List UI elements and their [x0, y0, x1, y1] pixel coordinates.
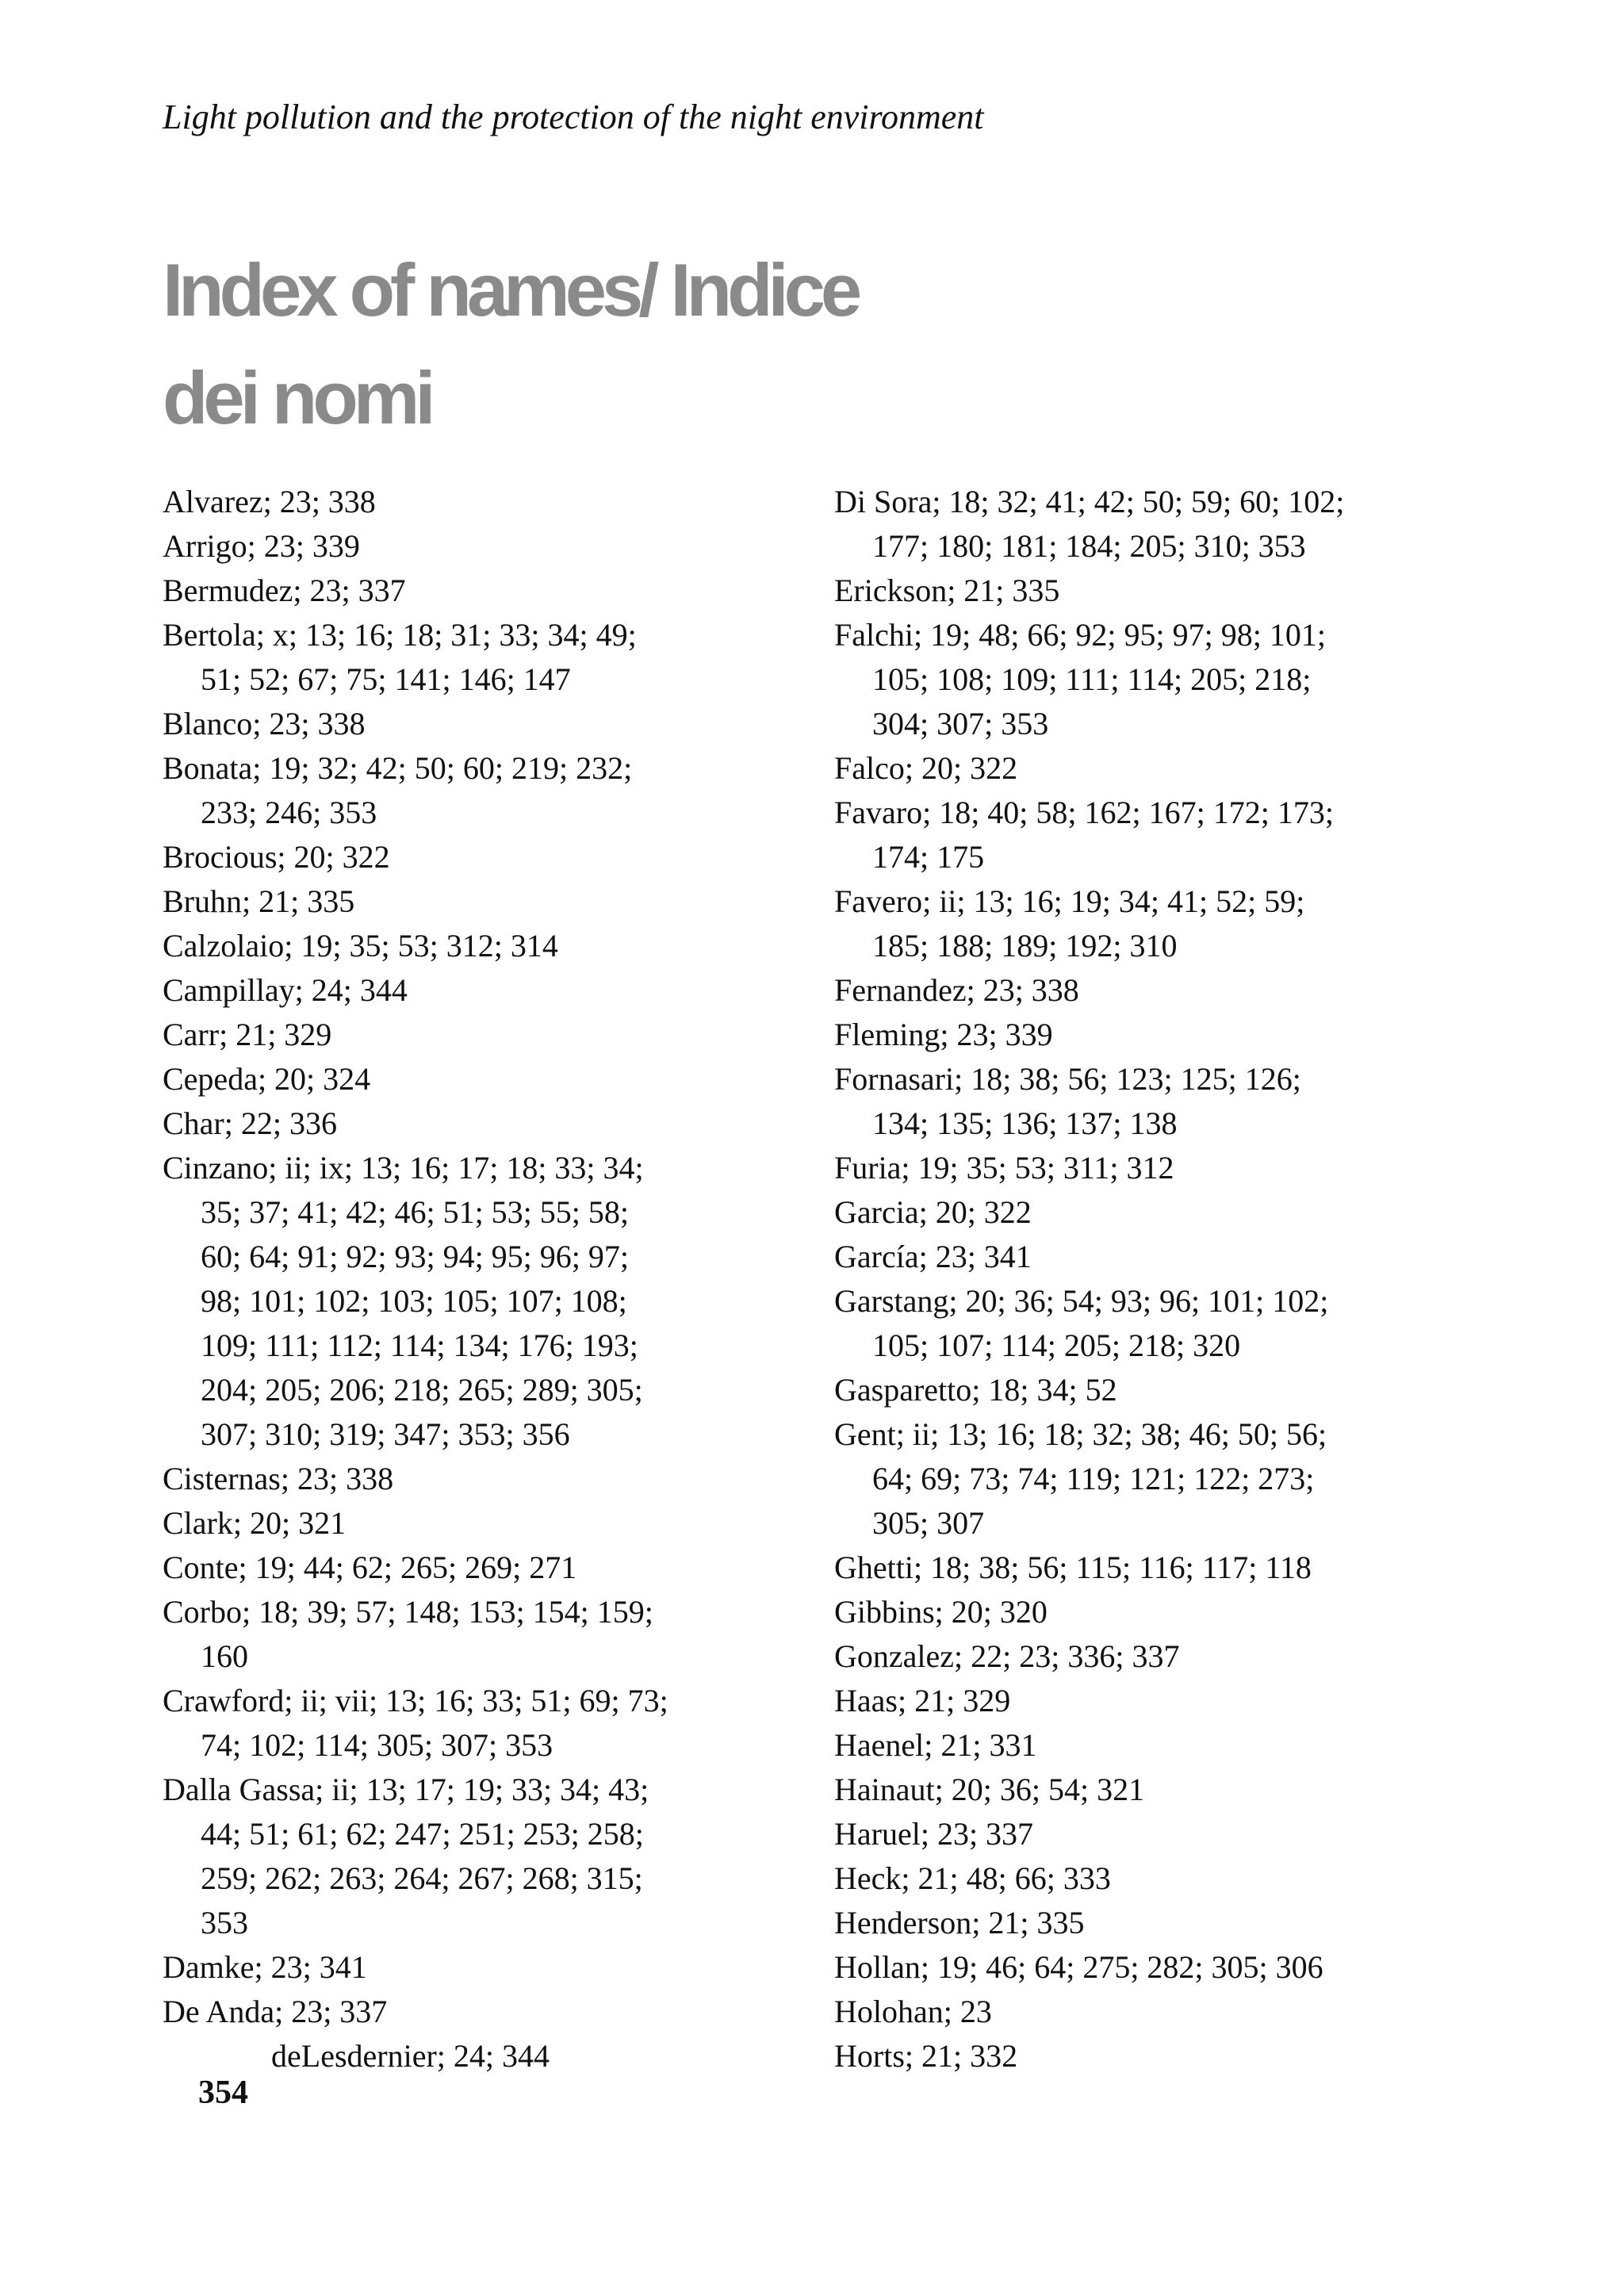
index-entry: [834, 1279, 1484, 1368]
index-entry-line: De Anda; 23; 337: [163, 1994, 388, 2029]
index-entry: [834, 1990, 1484, 2034]
index-entry-line: Gibbins; 20; 320: [834, 1594, 1048, 1630]
index-entry-line: Gasparetto; 18; 34; 52: [834, 1372, 1117, 1408]
index-entry: [163, 746, 813, 835]
index-entry-continuation: 174; 175: [872, 839, 985, 875]
index-entry-line: Garcia; 20; 322: [834, 1194, 1032, 1230]
index-entry-line: Calzolaio; 19; 35; 53; 312; 314: [163, 928, 558, 964]
page-number: 354: [198, 2075, 248, 2111]
index-entry-line: Crawford; ii; vii; 13; 16; 33; 51; 69; 73;: [163, 1683, 668, 1718]
index-entry-continuation: 177; 180; 181; 184; 205; 310; 353: [872, 528, 1306, 564]
index-entry: [834, 1901, 1484, 1945]
index-entry: [834, 1235, 1484, 1279]
index-entry-line: Cepeda; 20; 324: [163, 1061, 371, 1097]
index-entry: [163, 1457, 813, 1501]
index-entry-line: Hainaut; 20; 36; 54; 321: [834, 1772, 1145, 1807]
index-entry: [834, 1590, 1484, 1634]
index-entry-line: Bertola; x; 13; 16; 18; 31; 33; 34; 49;: [163, 617, 637, 653]
index-entry-line: Haenel; 21; 331: [834, 1727, 1037, 1763]
index-entry-continuation: 134; 135; 136; 137; 138: [872, 1105, 1178, 1141]
index-entry-line: Cisternas; 23; 338: [163, 1461, 394, 1496]
index-entry-continuation: 64; 69; 73; 74; 119; 121; 122; 273;: [872, 1461, 1315, 1496]
index-entry-line: Di Sora; 18; 32; 41; 42; 50; 59; 60; 102;: [834, 484, 1345, 519]
index-entry: [163, 569, 813, 613]
index-entry-line: Bonata; 19; 32; 42; 50; 60; 219; 232;: [163, 750, 633, 786]
index-entry: [834, 1634, 1484, 1679]
index-entry-line: Carr; 21; 329: [163, 1017, 332, 1052]
index-entry-line: Bermudez; 23; 337: [163, 573, 406, 608]
index-entry: [163, 1990, 813, 2034]
index-entry: [163, 1101, 813, 1146]
index-entry-line: Furia; 19; 35; 53; 311; 312: [834, 1150, 1174, 1186]
index-entry: [834, 1013, 1484, 1057]
index-entry-continuation: 98; 101; 102; 103; 105; 107; 108;: [201, 1283, 627, 1319]
index-title: [163, 236, 1273, 452]
index-entry: [834, 879, 1484, 968]
index-column-left: [163, 480, 813, 2078]
index-entry-line: Alvarez; 23; 338: [163, 484, 376, 519]
index-entry: [163, 480, 813, 524]
index-entry-line: Conte; 19; 44; 62; 265; 269; 271: [163, 1550, 577, 1585]
index-entry: [163, 702, 813, 746]
index-entry: [834, 569, 1484, 613]
index-entry-line: Gonzalez; 22; 23; 336; 337: [834, 1638, 1180, 1674]
index-entry-line: Favero; ii; 13; 16; 19; 34; 41; 52; 59;: [834, 883, 1305, 919]
index-entry: [163, 835, 813, 879]
index-entry: [163, 1945, 813, 1990]
index-entry-continuation: 105; 108; 109; 111; 114; 205; 218;: [872, 661, 1312, 697]
running-head: Light pollution and the protection of the night environment: [163, 98, 984, 136]
index-entry: [163, 2034, 813, 2078]
index-entry: [834, 791, 1484, 879]
index-entry: [834, 1768, 1484, 1812]
index-entry-continuation: 305; 307: [872, 1505, 985, 1541]
index-entry: [834, 1812, 1484, 1856]
index-entry-line: Hollan; 19; 46; 64; 275; 282; 305; 306: [834, 1949, 1323, 1985]
index-entry: [834, 1412, 1484, 1546]
index-entry: [834, 480, 1484, 569]
index-entry-line: Char; 22; 336: [163, 1105, 337, 1141]
index-entry: [834, 1679, 1484, 1723]
index-entry-line: Erickson; 21; 335: [834, 573, 1060, 608]
index-entry: [163, 1679, 813, 1768]
index-entry-continuation: 60; 64; 91; 92; 93; 94; 95; 96; 97;: [201, 1239, 630, 1274]
index-entry-continuation: 304; 307; 353: [872, 706, 1049, 741]
index-entry: [163, 613, 813, 702]
index-entry-continuation: 44; 51; 61; 62; 247; 251; 253; 258;: [201, 1816, 644, 1852]
index-entry: [163, 1057, 813, 1101]
index-entry: [834, 1368, 1484, 1412]
index-entry: [834, 1546, 1484, 1590]
index-entry-continuation: 259; 262; 263; 264; 267; 268; 315;: [201, 1860, 643, 1896]
index-entry-continuation: 233; 246; 353: [201, 795, 377, 830]
index-entry-continuation: 35; 37; 41; 42; 46; 51; 53; 55; 58;: [201, 1194, 630, 1230]
index-entry-line: Damke; 23; 341: [163, 1949, 367, 1985]
index-entry-line: Brocious; 20; 322: [163, 839, 390, 875]
index-entry: [163, 968, 813, 1013]
index-entry-continuation: 307; 310; 319; 347; 353; 356: [201, 1416, 570, 1452]
index-entry-line: Fernandez; 23; 338: [834, 972, 1079, 1008]
index-entry-line: García; 23; 341: [834, 1239, 1032, 1274]
index-entry-continuation: 353: [201, 1905, 248, 1940]
index-entry-line: Blanco; 23; 338: [163, 706, 366, 741]
index-entry-continuation: 105; 107; 114; 205; 218; 320: [872, 1327, 1241, 1363]
index-entry-line: Holohan; 23: [834, 1994, 992, 2029]
index-entry: [834, 1945, 1484, 1990]
index-entry-continuation: 185; 188; 189; 192; 310: [872, 928, 1178, 964]
index-entry: [834, 746, 1484, 791]
index-entry: [834, 968, 1484, 1013]
index-entry: [163, 879, 813, 924]
index-entry-continuation: 51; 52; 67; 75; 141; 146; 147: [201, 661, 571, 697]
index-entry: [163, 524, 813, 569]
index-entry-continuation: 160: [201, 1638, 248, 1674]
index-entry-line: Corbo; 18; 39; 57; 148; 153; 154; 159;: [163, 1594, 653, 1630]
index-entry-line: Ghetti; 18; 38; 56; 115; 116; 117; 118: [834, 1550, 1312, 1585]
title-line: dei nomi: [163, 356, 431, 439]
index-entry-continuation: 204; 205; 206; 218; 265; 289; 305;: [201, 1372, 643, 1408]
index-entry: [163, 1146, 813, 1457]
index-entry-continuation: 109; 111; 112; 114; 134; 176; 193;: [201, 1327, 638, 1363]
index-entry-line: Bruhn; 21; 335: [163, 883, 355, 919]
index-entry-line: Falco; 20; 322: [834, 750, 1018, 786]
index-entry-line: Fleming; 23; 339: [834, 1017, 1053, 1052]
index-entry-line: Favaro; 18; 40; 58; 162; 167; 172; 173;: [834, 795, 1334, 830]
index-entry-line: Haas; 21; 329: [834, 1683, 1011, 1718]
index-entry: [163, 1013, 813, 1057]
index-entry: [163, 1590, 813, 1679]
index-entry-line: Arrigo; 23; 339: [163, 528, 360, 564]
index-entry: [163, 1546, 813, 1590]
index-entry-line: Fornasari; 18; 38; 56; 123; 125; 126;: [834, 1061, 1301, 1097]
index-entry: [834, 1057, 1484, 1146]
index-entry: [163, 1501, 813, 1546]
index-entry-line: Horts; 21; 332: [834, 2038, 1018, 2074]
index-entry-line: Haruel; 23; 337: [834, 1816, 1034, 1852]
index-entry: [834, 2034, 1484, 2078]
index-entry: [163, 924, 813, 968]
index-entry-line: Campillay; 24; 344: [163, 972, 408, 1008]
index-entry-line: Falchi; 19; 48; 66; 92; 95; 97; 98; 101;: [834, 617, 1326, 653]
index-entry: [834, 613, 1484, 746]
index-entry-line: Cinzano; ii; ix; 13; 16; 17; 18; 33; 34;: [163, 1150, 644, 1186]
index-entry-line: Henderson; 21; 335: [834, 1905, 1085, 1940]
index-entry-line: Clark; 20; 321: [163, 1505, 347, 1541]
index-entry: [834, 1190, 1484, 1235]
index-entry-continuation: 74; 102; 114; 305; 307; 353: [201, 1727, 553, 1763]
index-entry-line: Garstang; 20; 36; 54; 93; 96; 101; 102;: [834, 1283, 1329, 1319]
index-column-right: [834, 480, 1484, 2078]
index-entry: [834, 1723, 1484, 1768]
index-entry-line: Heck; 21; 48; 66; 333: [834, 1860, 1111, 1896]
index-entry: [834, 1856, 1484, 1901]
title-line: Index of names/ Indice: [163, 248, 858, 331]
index-entry: [834, 1146, 1484, 1190]
index-entry: [163, 1768, 813, 1945]
index-entry-line: deLesdernier; 24; 344: [271, 2038, 550, 2074]
index-entry-line: Gent; ii; 13; 16; 18; 32; 38; 46; 50; 56;: [834, 1416, 1327, 1452]
index-entry-line: Dalla Gassa; ii; 13; 17; 19; 33; 34; 43;: [163, 1772, 649, 1807]
